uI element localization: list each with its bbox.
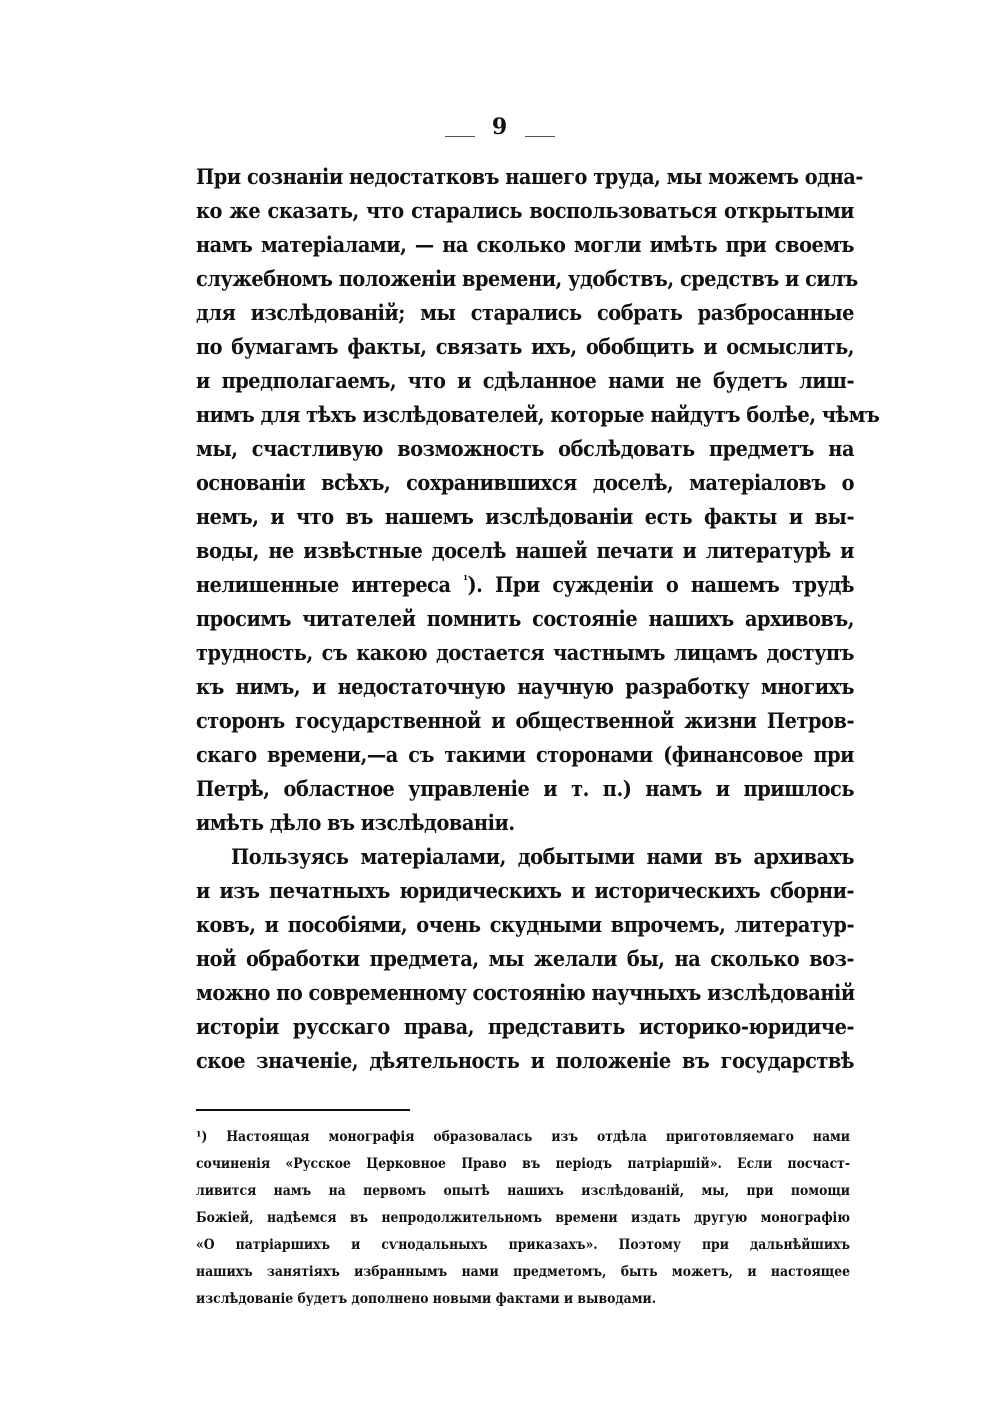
- text-line: мы, счастливую возможность обслѣдовать предметъ на: [196, 436, 855, 461]
- text-line: воды, не извѣстные доселѣ нашей печати и литературѣ и: [196, 538, 855, 563]
- footnote-line: Божіей, надѣемся въ непродолжительномъ времени издать другую монографію: [196, 1210, 851, 1226]
- header-dash-right: [525, 136, 555, 137]
- text-line: нимъ для тѣхъ изслѣдователей, которые найдутъ болѣе, чѣмъ: [196, 402, 880, 427]
- page-header: [0, 114, 1000, 140]
- text-line: скаго времени,—а съ такими сторонами (финансовое при: [196, 742, 855, 767]
- text-line: ной обработки предмета, мы желали бы, на сколько воз-: [196, 946, 855, 971]
- text-line: просимъ читателей помнить состояніе нашихъ архивовъ,: [196, 606, 855, 631]
- header-dash-left: [445, 136, 475, 137]
- text-segment: нелишенные интереса: [196, 572, 451, 597]
- text-line: сторонъ государственной и общественной жизни Петров-: [196, 708, 855, 733]
- footnote-divider: [196, 1109, 410, 1111]
- text-line: немъ, и что въ нашемъ изслѣдованіи есть факты и вы-: [196, 504, 855, 529]
- footnote-line: ливится намъ на первомъ опытѣ нашихъ изслѣдованій, мы, при помощи: [196, 1183, 851, 1199]
- text-line: для изслѣдованій; мы старались собрать разбросанные: [196, 300, 855, 325]
- text-line: намъ матеріалами, — на сколько могли имѣть при своемъ: [196, 232, 855, 257]
- text-line-with-footnote: [196, 568, 854, 602]
- text-line: и предполагаемъ, что и сдѣланное нами не будетъ лиш-: [196, 368, 855, 393]
- footnote: [196, 1124, 850, 1313]
- text-line: къ нимъ, и недостаточную научную разработку многихъ: [196, 674, 855, 699]
- footnote-line: сочиненія «Русское Церковное Право въ періодъ патріаршій». Если посчаст-: [196, 1156, 851, 1172]
- footnote-line: «О патріаршихъ и сѵнодальныхъ приказахъ». Поэтому при дальнѣйшихъ: [196, 1237, 851, 1253]
- footnote-line: изслѣдованіе будетъ дополнено новыми фактами и выводами.: [196, 1291, 657, 1307]
- text-line: основаніи всѣхъ, сохранившихся доселѣ, матеріаловъ о: [196, 470, 855, 495]
- text-line: Петрѣ, областное управленіе и т. п.) намъ и пришлось: [196, 776, 855, 801]
- footnote-line: ¹) Настоящая монографія образовалась изъ отдѣла приготовляемаго нами: [196, 1129, 851, 1145]
- text-line: ское значеніе, дѣятельность и положеніе въ государствѣ: [196, 1048, 855, 1073]
- text-line: трудность, съ какою достается частнымъ лицамъ доступъ: [196, 640, 855, 665]
- main-text: [196, 160, 880, 1078]
- text-line: и изъ печатныхъ юридическихъ и историческихъ сборни-: [196, 878, 855, 903]
- text-segment: ). При сужденіи о нашемъ трудѣ: [467, 572, 855, 597]
- page-number: 9: [491, 114, 509, 140]
- text-line: имѣть дѣло въ изслѣдованіи.: [196, 810, 515, 835]
- text-line: ко же сказать, что старались воспользоваться открытыми: [196, 198, 855, 223]
- text-line: служебномъ положеніи времени, удобствъ, средствъ и силъ: [196, 266, 858, 291]
- paragraph-start-line: Пользуясь матеріалами, добытыми нами въ архивахъ: [230, 844, 855, 869]
- text-line: ковъ, и пособіями, очень скудными впрочемъ, литератур-: [196, 912, 855, 937]
- text-line: по бумагамъ факты, связать ихъ, обобщить и осмыслить,: [196, 334, 855, 359]
- text-line: При сознаніи недостатковъ нашего труда, мы можемъ одна-: [196, 164, 863, 189]
- footnote-reference: ¹: [463, 573, 468, 587]
- text-line: исторіи русскаго права, представить историко-юридиче-: [196, 1014, 855, 1039]
- footnote-line: нашихъ занятіяхъ избраннымъ нами предметомъ, быть можетъ, и настоящее: [196, 1264, 851, 1280]
- text-line: можно по современному состоянію научныхъ изслѣдованій: [196, 980, 855, 1005]
